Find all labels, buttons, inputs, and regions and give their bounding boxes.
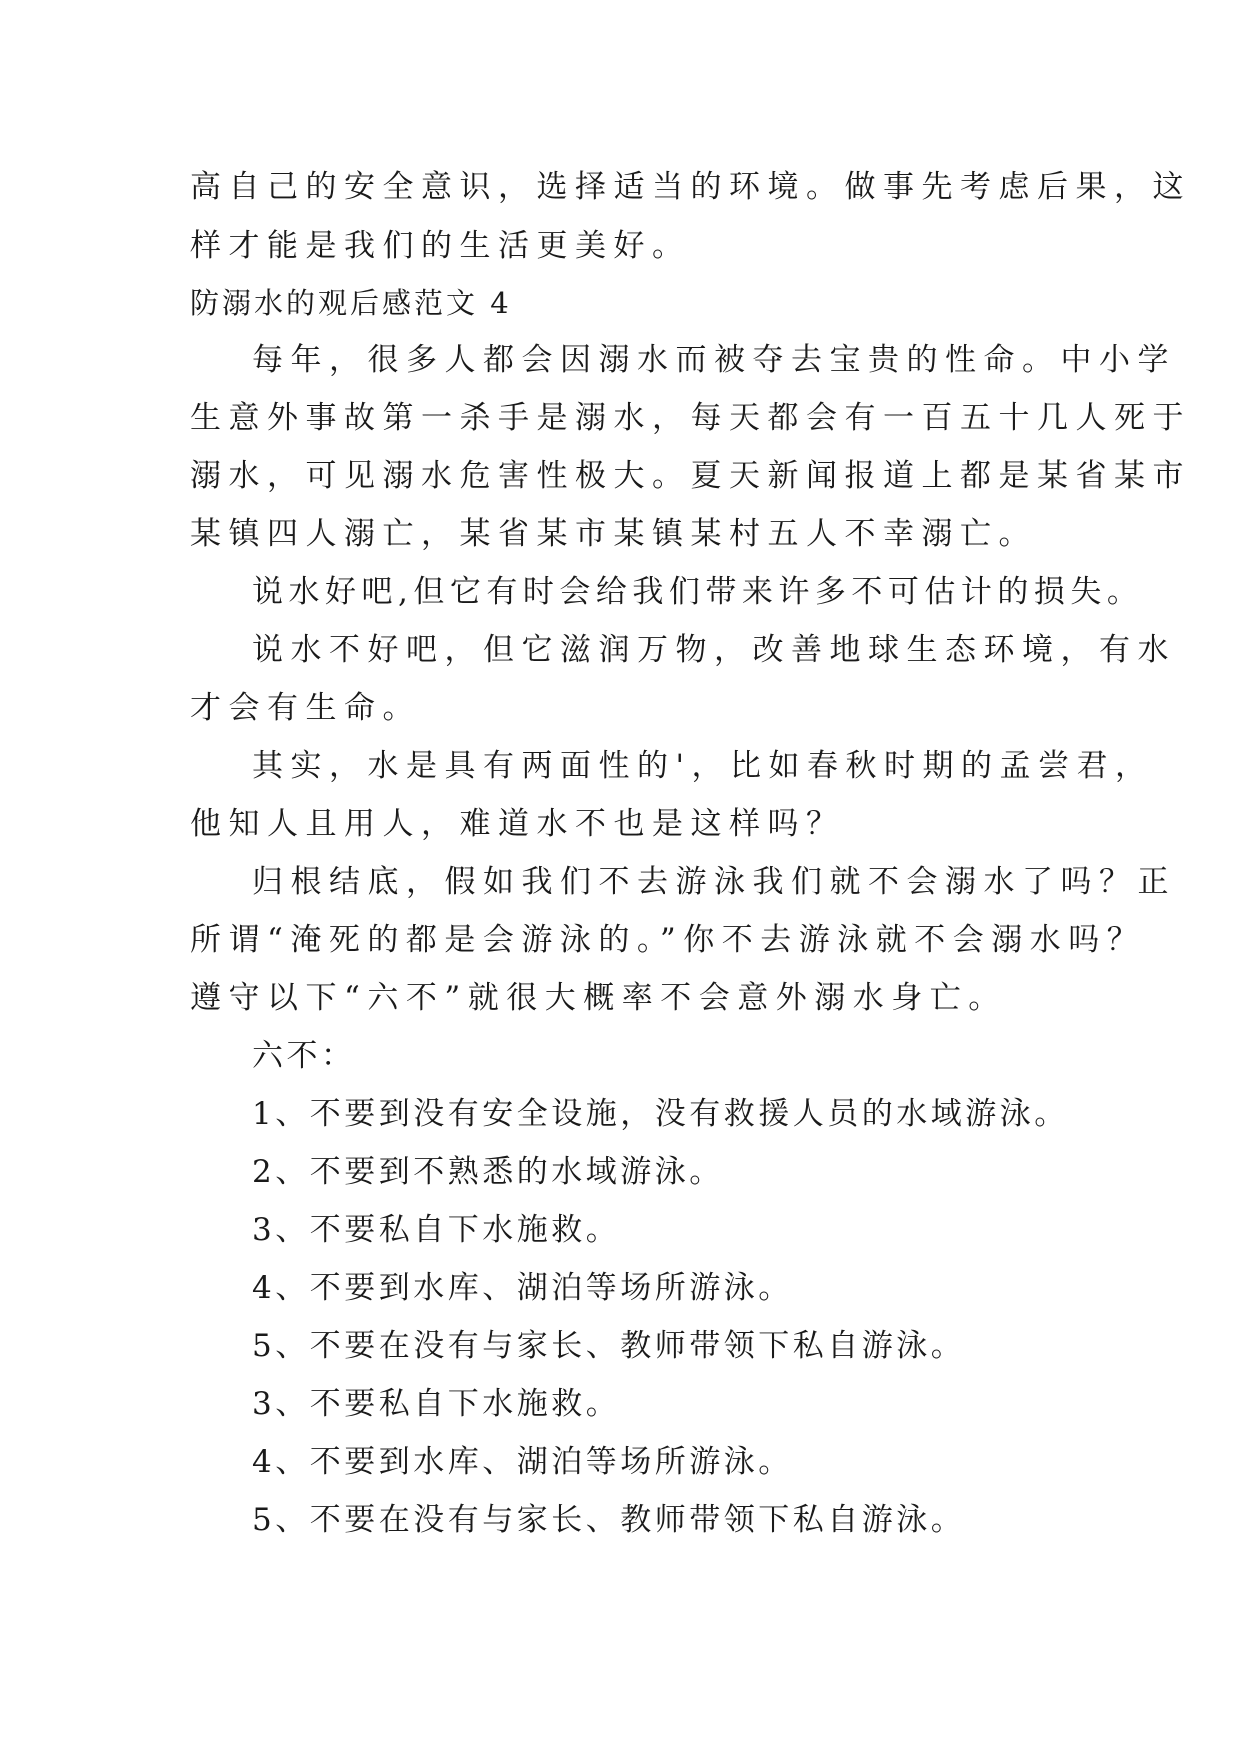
body-text-line: 生意外事故第一杀手是溺水，每天都会有一百五十几人死于 bbox=[190, 400, 1191, 436]
list-item: 3、不要私自下水施救。 bbox=[252, 1386, 621, 1422]
body-text-line: 每年，很多人都会因溺水而被夺去宝贵的性命。中小学 bbox=[252, 342, 1176, 378]
body-text-line: 才会有生命。 bbox=[190, 690, 421, 726]
body-text-line: 说水好吧,但它有时会给我们带来许多不可估计的损失。 bbox=[252, 574, 1144, 610]
list-item: 4、不要到水库、湖泊等场所游泳。 bbox=[252, 1444, 793, 1480]
body-text-line: 样才能是我们的生活更美好。 bbox=[190, 228, 691, 264]
body-text-line: 归根结底，假如我们不去游泳我们就不会溺水了吗？正 bbox=[252, 864, 1176, 900]
body-text-line: 其实，水是具有两面性的'，比如春秋时期的孟尝君， bbox=[252, 748, 1154, 784]
list-item: 5、不要在没有与家长、教师带领下私自游泳。 bbox=[252, 1328, 966, 1364]
list-item: 4、不要到水库、湖泊等场所游泳。 bbox=[252, 1270, 793, 1306]
section-title: 防溺水的观后感范文 4 bbox=[190, 286, 512, 320]
list-item: 5、不要在没有与家长、教师带领下私自游泳。 bbox=[252, 1502, 966, 1538]
list-item: 1、不要到没有安全设施，没有救援人员的水域游泳。 bbox=[252, 1096, 1069, 1132]
body-text-line: 某镇四人溺亡，某省某市某镇某村五人不幸溺亡。 bbox=[190, 516, 1037, 552]
body-text-line: 所谓“淹死的都是会游泳的。”你不去游泳就不会溺水吗？ bbox=[190, 922, 1146, 958]
body-text-line: 溺水，可见溺水危害性极大。夏天新闻报道上都是某省某市 bbox=[190, 458, 1191, 494]
list-item: 2、不要到不熟悉的水域游泳。 bbox=[252, 1154, 724, 1190]
list-heading: 六不： bbox=[252, 1038, 356, 1074]
body-text-line: 说水不好吧，但它滋润万物，改善地球生态环境，有水 bbox=[252, 632, 1176, 668]
body-text-line: 高自己的安全意识，选择适当的环境。做事先考虑后果，这 bbox=[190, 169, 1191, 205]
body-text-line: 他知人且用人，难道水不也是这样吗？ bbox=[190, 806, 845, 842]
list-item: 3、不要私自下水施救。 bbox=[252, 1212, 621, 1248]
body-text-line: 遵守以下“六不”就很大概率不会意外溺水身亡。 bbox=[190, 980, 1007, 1016]
